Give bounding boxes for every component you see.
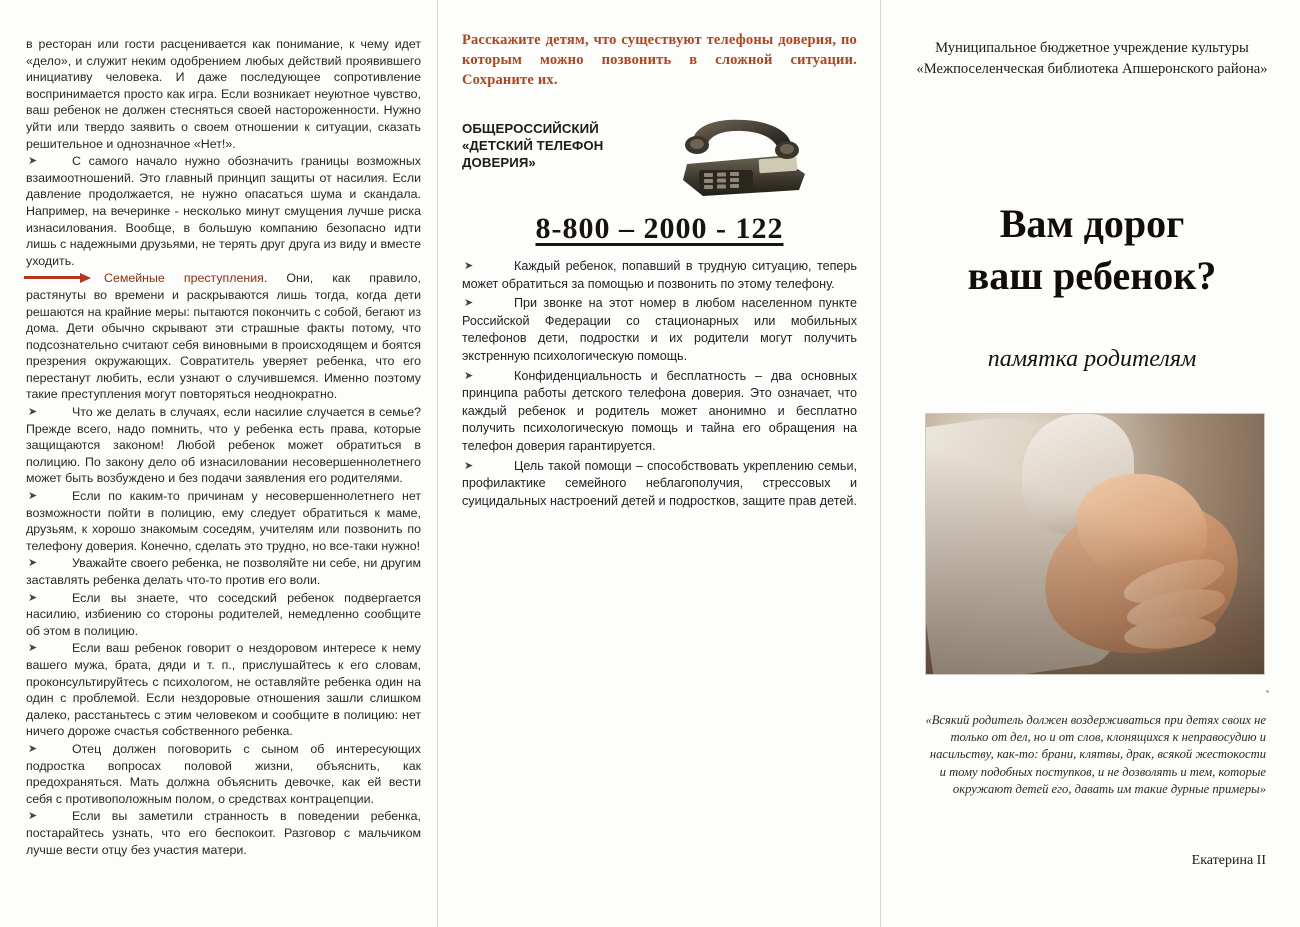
bullet-paragraph — [462, 295, 857, 365]
hotline-block — [462, 112, 857, 198]
paragraph-text: Конфиденциальность и бесплатность – два основных принципа работы детского телефона доверия. Это означает, что каждый ребенок и родитель может анонимно и бесплатно получить психологическую помощь и тайна его обращения на телефон доверия гарантируется. — [462, 368, 857, 453]
bullet-paragraph — [462, 368, 857, 456]
chevron-right-icon: ➤ — [28, 742, 38, 755]
red-arrow-icon — [24, 273, 94, 282]
chevron-right-icon: ➤ — [28, 557, 38, 570]
bullet-paragraph — [26, 153, 421, 269]
left-panel-text — [26, 36, 421, 858]
paragraph-text: Если вы заметили странность в поведении ребенка, постарайтесь узнать, что его беспокоит. Разговор с мальчиком лучше вести отцу без участия матери. — [26, 809, 421, 857]
paragraph-text: Если ваш ребенок говорит о нездоровом интересе к нему вашего мужа, брата, дяди и т. п., прислушайтесь к его словам, проконсультируйтесь с психологом, не оставляйте ребенка один на один с проблемой. Если нездоровые отношения зашли слишком далеко, расстаньтесь с этим человеком и сообщите в полицию: нет ничего дороже счастья собственного ребенка. — [26, 641, 421, 739]
cover-photo — [926, 414, 1264, 674]
chevron-right-icon: ➤ — [28, 490, 38, 503]
paragraph-text: . Они, как правило, растянуты во времени и раскрываются лишь тогда, когда дети решаются на крайние меры: пытаются покончить с собой, бегают из дома. Дети обычно скрывают эти страшные факты потому, что подсознательно считают себя виновными в происходящем и боятся презрения окружающих. Совратитель уверяет ребенка, что его перестанут любить, если узнают о случившемся. Именно поэтому такие преступления могут повторяться неоднократно. — [26, 271, 421, 402]
bullet-paragraph — [26, 741, 421, 807]
chevron-right-icon: ➤ — [28, 642, 38, 655]
paragraph-text: Каждый ребенок, попавший в трудную ситуацию, теперь может обратиться за помощью и позвонить по этому телефону. — [462, 259, 857, 291]
telephone-icon — [659, 112, 809, 198]
chevron-right-icon: ➤ — [28, 406, 38, 419]
paragraph-text: При звонке на этот номер в любом населенном пункте Российской Федерации со стационарных или мобильных телефонов дети, подростки и их родители могут получить экстренную психологическую помощь. — [462, 296, 857, 363]
paragraph-text: Цель такой помощи – способствовать укреплению семьи, профилактике семейного неблагополучия, стрессовых и суицидальных настроений детей и подростков, защите прав детей. — [462, 458, 857, 508]
chevron-right-icon: ➤ — [464, 297, 474, 310]
hotline-headline: Расскажите детям, что существуют телефоны доверия, по которым можно позвонить в сложной ситуации. Сохраните их. — [462, 32, 857, 88]
bullet-paragraph — [26, 808, 421, 858]
bullet-paragraph — [26, 590, 421, 640]
paragraph-text: Если вы знаете, что соседский ребенок подвергается насилию, избиению со стороны родителей, немедленно сообщите об этом в полицию. — [26, 590, 421, 638]
chevron-right-icon: ➤ — [28, 591, 38, 604]
organization-name-line1: Муниципальное бюджетное учреждение культуры — [935, 40, 1249, 56]
paragraph-text: С самого начало нужно обозначить границы возможных взаимоотношений. Это главный принцип защиты от насилия. Если давление продолжается, не нужно опасаться шума и скандала. Например, на вечеринке - несколько минут смущения лучше риска изнасилования. Вообще, в большую компанию безопасно идти лишь с надежными друзьями, не терять друг друга из виду и вместе уходить. — [26, 154, 421, 268]
chevron-right-icon: ➤ — [464, 369, 474, 382]
bullet-paragraph — [462, 458, 857, 511]
hotline-service-name: ОБЩЕРОССИЙСКИЙ «ДЕТСКИЙ ТЕЛЕФОН ДОВЕРИЯ» — [462, 121, 604, 170]
bullet-paragraph — [26, 640, 421, 740]
chevron-right-icon: ➤ — [28, 155, 38, 168]
left-panel — [16, 0, 431, 927]
organization-name-line2: «Межпоселенческая библиотека Апшеронского района» — [916, 61, 1268, 77]
paragraph: в ресторан или гости расценивается как понимание, к чему идет «дело», и служит неким одобрением любых действий проявившего инициативу человека. И даже последующее сопротивление воспринимается просто как игра. Если возникает неуютное чувство, ваш ребенок не должен стесняться своей настороженности. Нужно уйти или твердо заявить о своем отношении к ситуации, сказать решительное и однозначное «Нет!». — [26, 37, 421, 151]
chevron-right-icon: ➤ — [464, 459, 474, 472]
middle-panel — [452, 0, 867, 927]
paragraph-text: Что же делать в случаях, если насилие случается в семье? Прежде всего, надо помнить, что у ребенка есть права, которые защищаются законом! Любой ребенок может обратиться в полицию. По закону дело об изнасиловании несовершеннолетнего может быть возбуждено и без подачи заявления его родителями. — [26, 405, 421, 486]
hotline-number[interactable]: 8-800 – 2000 - 122 — [535, 212, 784, 245]
highlight-term: Семейные преступления — [104, 271, 264, 286]
cover-title-line2: ваш ребенок? — [967, 253, 1217, 298]
paragraph-text: Если по каким-то причинам у несовершеннолетнего нет возможности пойти в полицию, ему следует обратиться к маме, друзьям, к хорошо знакомым соседям, учителям или позвонить по телефону доверия. Конечно, сделать это трудно, но все-таки нужно! — [26, 489, 421, 553]
cover-title-line1: Вам дорог — [999, 201, 1185, 246]
chevron-right-icon: ➤ — [28, 810, 38, 823]
chevron-right-icon: ➤ — [464, 260, 474, 272]
paper-speck — [1266, 690, 1269, 693]
cover-quote-author: Екатерина II — [1191, 853, 1266, 868]
fold-line-left — [437, 0, 438, 927]
paragraph-text: Отец должен поговорить с сыном об интересующих подростка вопросах половой жизни, объяснить, как предохраняться. Мать должна объяснить девочке, как ей вести себя с противоположным полом, о средствах контрацепции. — [26, 741, 421, 806]
highlighted-paragraph — [26, 270, 421, 403]
bullet-paragraph — [26, 488, 421, 554]
hotline-description — [462, 258, 857, 510]
cover-quote: «Всякий родитель должен воздерживаться при детях своих не только от дел, но и от слов, клонящихся к неправосудию и насильству, как-то: брани, клятвы, драк, всякой жестокости и тому подобных поступков, и не дозволять и тем, которые окружают детей его, давать им такие дурные примеры» — [925, 713, 1266, 796]
bullet-paragraph — [26, 555, 421, 588]
paragraph-text: Уважайте своего ребенка, не позволяйте ни себе, ни другим заставлять ребенка делать что-то против его воли. — [26, 556, 421, 587]
bullet-paragraph — [26, 404, 421, 487]
cover-panel — [896, 0, 1288, 927]
fold-line-right — [880, 0, 881, 927]
cover-subtitle: памятка родителям — [987, 346, 1197, 372]
bullet-paragraph — [462, 258, 857, 293]
